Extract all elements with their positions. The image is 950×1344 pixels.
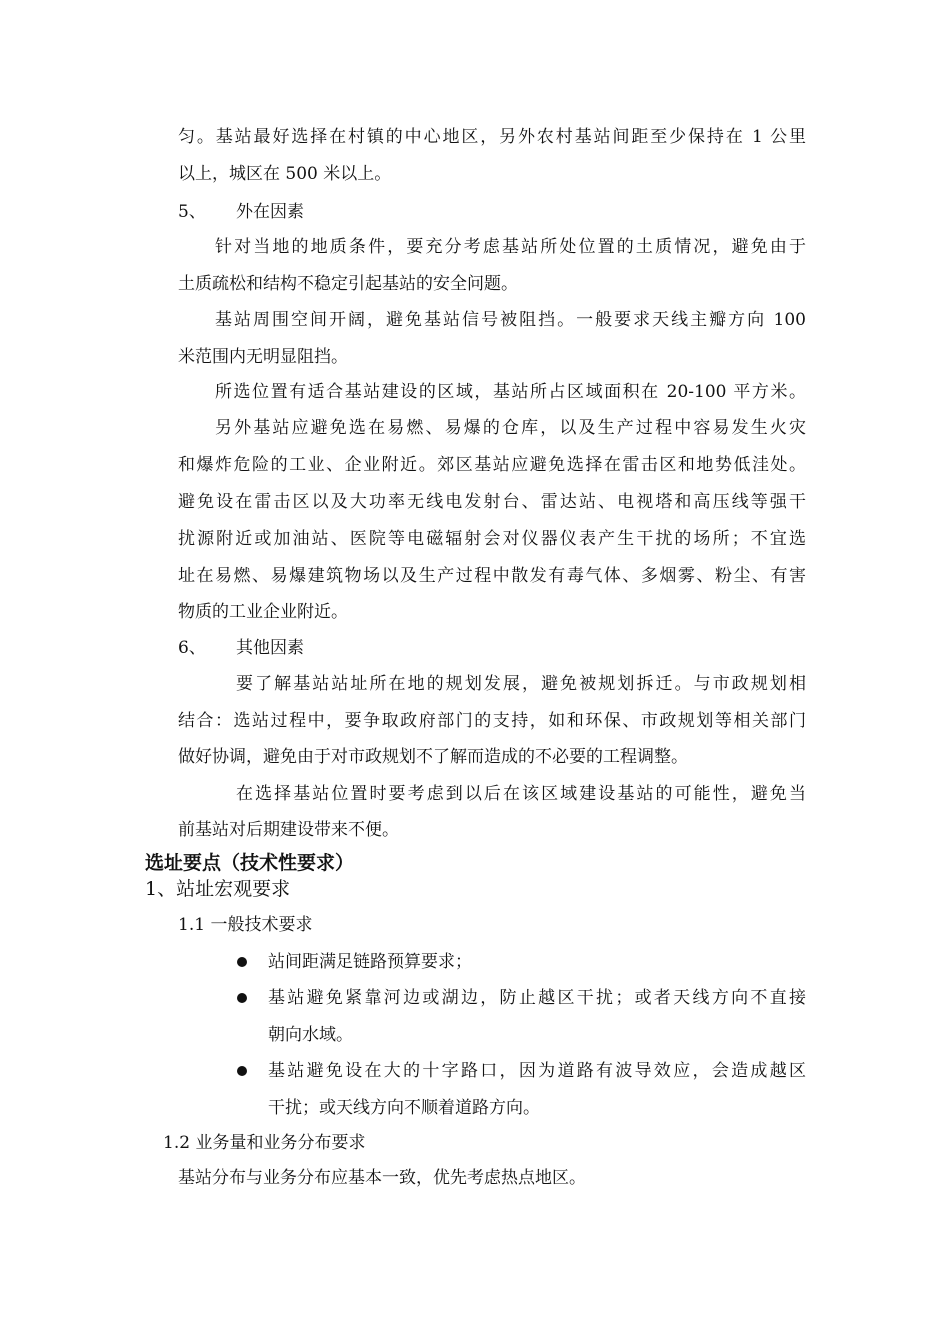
bullet-icon [237,993,247,1003]
paragraph-line: 针对当地的地质条件，要充分考虑基站所处位置的土质情况，避免由于 [215,237,806,257]
paragraph-line: 米范围内无明显阻挡。 [178,347,348,367]
paragraph-line: 基站周围空间开阔，避免基站信号被阻挡。一般要求天线主瓣方向 100 [215,310,806,330]
heading-sub: 1、站址宏观要求 [145,878,291,900]
paragraph-line: 址在易燃、易爆建筑物场以及生产过程中散发有毒气体、多烟雾、粉尘、有害 [178,566,806,586]
heading-main: 选址要点（技术性要求） [145,852,355,874]
paragraph-line: 以上，城区在 500 米以上。 [178,164,392,184]
paragraph-line: 避免设在雷击区以及大功率无线电发射台、雷达站、电视塔和高压线等强干 [178,492,806,512]
paragraph-line: 基站分布与业务分布应基本一致，优先考虑热点地区。 [178,1168,586,1188]
paragraph-line: 所选位置有适合基站建设的区域，基站所占区域面积在 20-100 平方米。 [215,382,806,402]
subsection-title: 1.1 一般技术要求 [178,915,313,935]
bullet-text: 干扰；或天线方向不顺着道路方向。 [268,1098,540,1118]
paragraph-line: 匀。基站最好选择在村镇的中心地区，另外农村基站间距至少保持在 1 公里 [178,127,806,147]
section-number: 5、 [178,202,206,222]
paragraph-line: 另外基站应避免选在易燃、易爆的仓库，以及生产过程中容易发生火灾 [215,418,806,438]
bullet-icon [237,957,247,967]
paragraph-line: 扰源附近或加油站、医院等电磁辐射会对仪器仪表产生干扰的场所；不宜选 [178,529,806,549]
paragraph-line: 结合：选站过程中，要争取政府部门的支持，如和环保、市政规划等相关部门 [178,711,806,731]
paragraph-line: 和爆炸危险的工业、企业附近。郊区基站应避免选择在雷击区和地势低洼处。 [178,455,806,475]
paragraph-line: 物质的工业企业附近。 [178,602,348,622]
bullet-text: 基站避免紧靠河边或湖边，防止越区干扰；或者天线方向不直接 [268,988,806,1008]
bullet-icon [237,1066,247,1076]
paragraph-line: 前基站对后期建设带来不便。 [178,820,399,840]
subsection-title: 1.2 业务量和业务分布要求 [163,1133,366,1153]
bullet-text: 基站避免设在大的十字路口，因为道路有波导效应，会造成越区 [268,1061,806,1081]
bullet-text: 朝向水域。 [268,1025,353,1045]
paragraph-line: 土质疏松和结构不稳定引起基站的安全问题。 [178,274,518,294]
paragraph-line: 在选择基站位置时要考虑到以后在该区域建设基站的可能性，避免当 [236,784,806,804]
section-number: 6、 [178,638,206,658]
section-title: 外在因素 [236,202,304,222]
bullet-text: 站间距满足链路预算要求； [268,952,472,972]
section-title: 其他因素 [236,638,304,658]
paragraph-line: 做好协调，避免由于对市政规划不了解而造成的不必要的工程调整。 [178,747,688,767]
paragraph-line: 要了解基站站址所在地的规划发展，避免被规划拆迁。与市政规划相 [236,674,806,694]
